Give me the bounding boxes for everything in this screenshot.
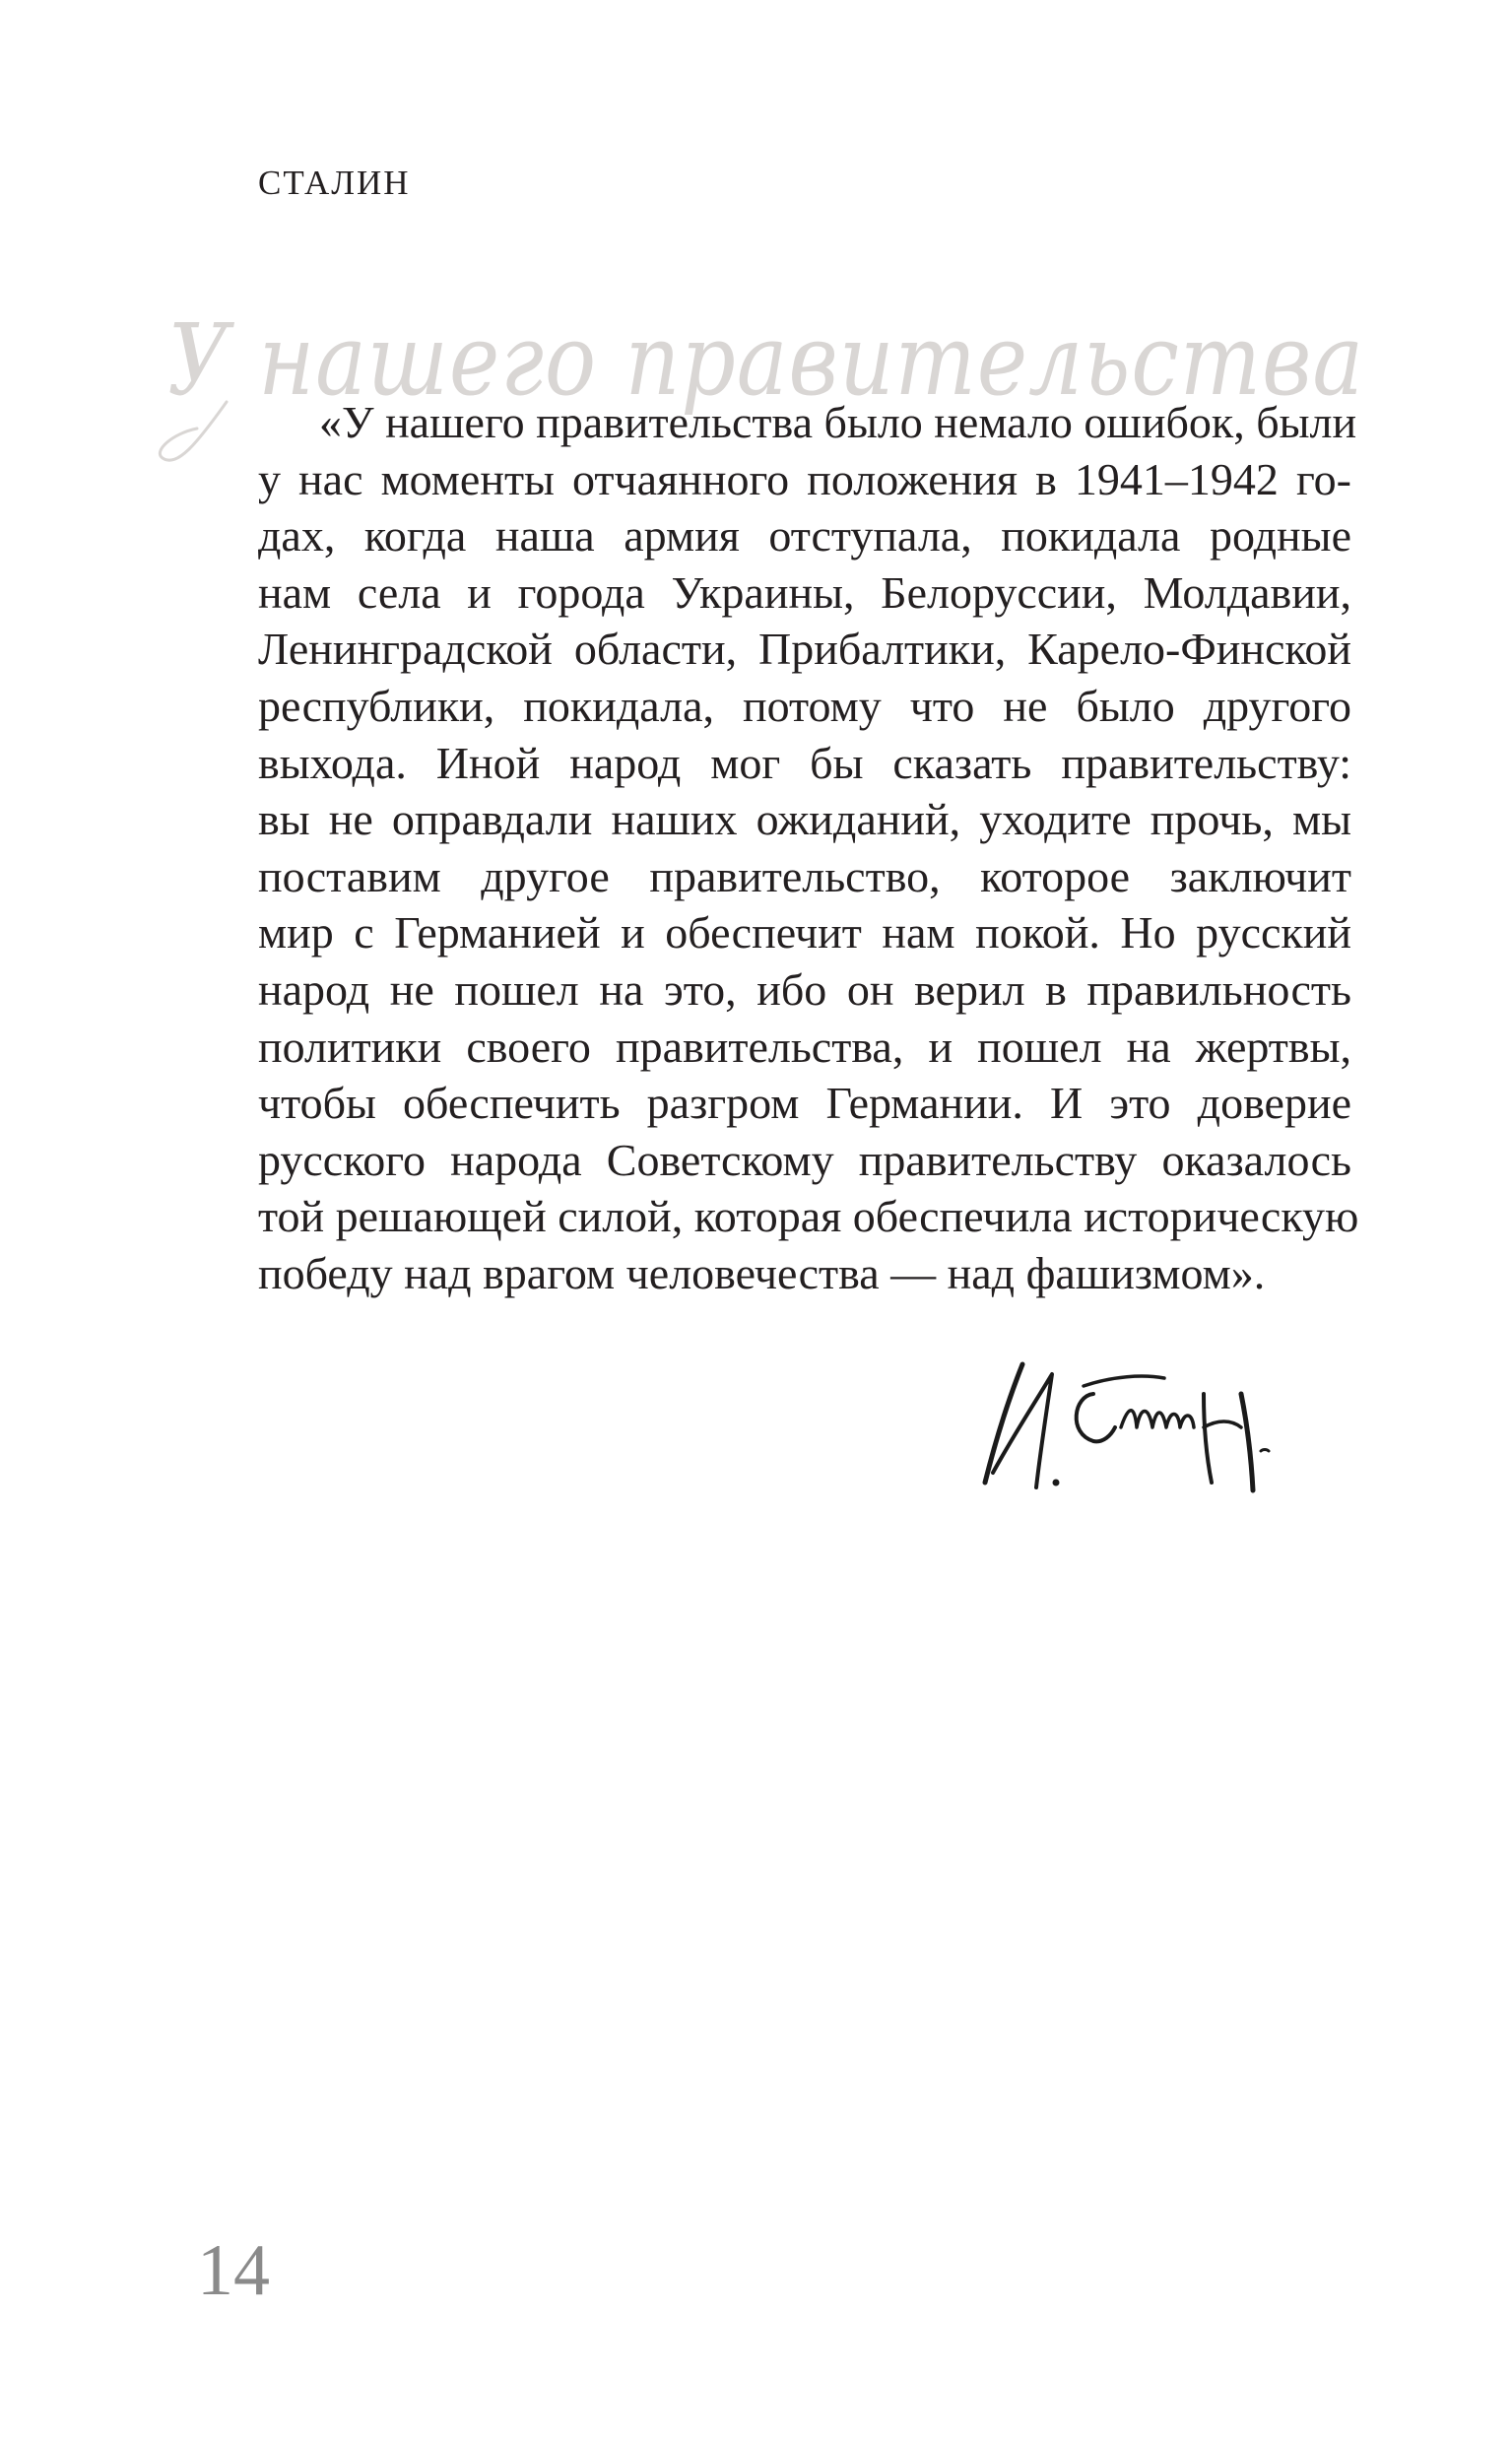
quote-line: русского народа Советскому правительству оказалось bbox=[258, 1134, 1351, 1185]
quote-line: у нас моменты отчаянного положения в 1941–1942 го- bbox=[258, 453, 1351, 504]
quote-line: чтобы обеспечить разгром Германии. И это доверие bbox=[258, 1078, 1351, 1129]
script-heading-text: У нашего правительства bbox=[167, 302, 1364, 418]
quote-line: поставим другое правительство, которое заключит bbox=[258, 850, 1351, 901]
signature bbox=[946, 1325, 1340, 1522]
quote-line: дах, когда наша армия отступала, покидала родные bbox=[258, 510, 1351, 561]
quote-line: политики своего правительства, и пошел на жертвы, bbox=[258, 1021, 1351, 1072]
quote-line: народ не пошел на это, ибо он верил в правильность bbox=[258, 963, 1351, 1015]
quote-line: той решающей силой, которая обеспечила историческую bbox=[258, 1191, 1359, 1242]
quote-line: победу над врагом человечества — над фашизмом». bbox=[258, 1247, 1266, 1298]
quote-line: республики, покидала, потому что не было другого bbox=[258, 680, 1351, 731]
page-number: 14 bbox=[197, 2230, 270, 2311]
quote-line: вы не оправдали наших ожиданий, уходите прочь, мы bbox=[258, 794, 1351, 845]
quote-text bbox=[258, 394, 1359, 1302]
running-header: СТАЛИН bbox=[258, 164, 411, 202]
quote-line: нам села и города Украины, Белоруссии, Молдавии, bbox=[258, 566, 1351, 618]
quote-line: мир с Германией и обеспечит нам покой. Но русский bbox=[258, 907, 1351, 958]
quote-line: Ленинградской области, Прибалтики, Карело-Финской bbox=[258, 624, 1351, 675]
quote-line: «У нашего правительства было немало ошибок, были bbox=[319, 397, 1357, 447]
quote-line: выхода. Иной народ мог бы сказать правительству: bbox=[258, 737, 1351, 788]
